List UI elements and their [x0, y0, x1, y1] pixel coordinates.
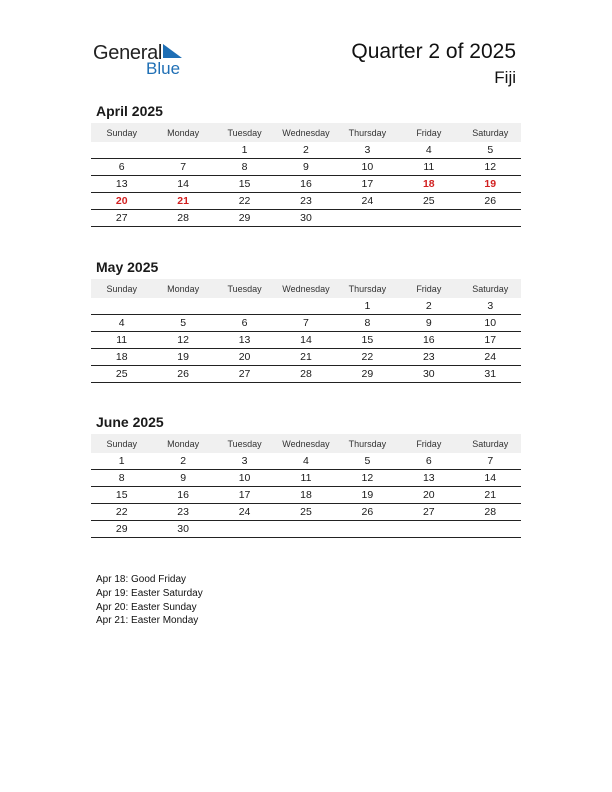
empty-day-cell — [214, 298, 275, 315]
empty-day-cell — [460, 210, 521, 227]
day-cell: 10 — [214, 470, 275, 487]
day-cell: 21 — [275, 349, 336, 366]
day-cell: 31 — [460, 366, 521, 383]
day-cell: 18 — [275, 487, 336, 504]
day-cell: 11 — [91, 332, 152, 349]
day-cell: 15 — [214, 176, 275, 193]
weekday-header-row — [91, 279, 521, 298]
day-cell: 13 — [214, 332, 275, 349]
day-cell: 8 — [214, 159, 275, 176]
month-title: May 2025 — [96, 259, 159, 275]
week-row — [91, 521, 521, 538]
empty-day-cell — [398, 521, 459, 538]
week-row — [91, 210, 521, 227]
day-cell: 23 — [398, 349, 459, 366]
day-cell: 17 — [337, 176, 398, 193]
day-cell: 17 — [460, 332, 521, 349]
day-cell: 6 — [91, 159, 152, 176]
day-cell: 30 — [398, 366, 459, 383]
weekday-header: Sunday — [91, 434, 152, 453]
day-cell: 26 — [337, 504, 398, 521]
day-cell: 18 — [398, 176, 459, 193]
day-cell: 28 — [152, 210, 213, 227]
week-row — [91, 470, 521, 487]
month-block-june — [91, 414, 521, 538]
month-calendar-table — [91, 279, 521, 383]
day-cell: 8 — [91, 470, 152, 487]
day-cell: 7 — [152, 159, 213, 176]
weekday-header: Monday — [152, 279, 213, 298]
month-calendar-table — [91, 434, 521, 538]
weekday-header: Saturday — [460, 279, 521, 298]
day-cell: 23 — [152, 504, 213, 521]
day-cell: 29 — [91, 521, 152, 538]
day-cell: 1 — [214, 142, 275, 159]
day-cell: 7 — [275, 315, 336, 332]
day-cell: 4 — [398, 142, 459, 159]
day-cell: 13 — [91, 176, 152, 193]
day-cell: 30 — [275, 210, 336, 227]
day-cell: 2 — [152, 453, 213, 470]
empty-day-cell — [337, 521, 398, 538]
day-cell: 24 — [214, 504, 275, 521]
weekday-header: Tuesday — [214, 434, 275, 453]
day-cell: 19 — [152, 349, 213, 366]
week-row — [91, 349, 521, 366]
day-cell: 2 — [398, 298, 459, 315]
logo-text-general: General — [93, 42, 163, 64]
logo-text-blue: Blue — [146, 59, 181, 78]
day-cell: 29 — [337, 366, 398, 383]
week-row — [91, 453, 521, 470]
month-calendar-table — [91, 123, 521, 227]
day-cell: 20 — [214, 349, 275, 366]
day-cell: 12 — [337, 470, 398, 487]
weekday-header: Monday — [152, 434, 213, 453]
holiday-note: Apr 19: Easter Saturday — [96, 587, 203, 599]
week-row — [91, 142, 521, 159]
day-cell: 2 — [275, 142, 336, 159]
weekday-header: Thursday — [337, 123, 398, 142]
empty-day-cell — [275, 298, 336, 315]
day-cell: 18 — [91, 349, 152, 366]
weekday-header: Thursday — [337, 434, 398, 453]
weekday-header: Friday — [398, 123, 459, 142]
weekday-header: Friday — [398, 279, 459, 298]
empty-day-cell — [91, 298, 152, 315]
day-cell: 21 — [460, 487, 521, 504]
week-row — [91, 159, 521, 176]
weekday-header: Sunday — [91, 123, 152, 142]
day-cell: 20 — [398, 487, 459, 504]
page-title: Quarter 2 of 2025 — [351, 40, 516, 63]
holiday-note: Apr 21: Easter Monday — [96, 615, 199, 627]
day-cell: 17 — [214, 487, 275, 504]
day-cell: 4 — [91, 315, 152, 332]
logo-flag-icon — [163, 44, 183, 60]
day-cell: 22 — [214, 193, 275, 210]
weekday-header: Saturday — [460, 123, 521, 142]
empty-day-cell — [337, 210, 398, 227]
day-cell: 11 — [275, 470, 336, 487]
day-cell: 16 — [152, 487, 213, 504]
week-row — [91, 366, 521, 383]
day-cell: 3 — [337, 142, 398, 159]
day-cell: 14 — [275, 332, 336, 349]
day-cell: 24 — [337, 193, 398, 210]
week-row — [91, 332, 521, 349]
day-cell: 20 — [91, 193, 152, 210]
week-row — [91, 193, 521, 210]
day-cell: 10 — [460, 315, 521, 332]
month-title: June 2025 — [96, 414, 164, 430]
day-cell: 14 — [152, 176, 213, 193]
day-cell: 6 — [214, 315, 275, 332]
month-block-may — [91, 259, 521, 383]
day-cell: 19 — [337, 487, 398, 504]
day-cell: 22 — [337, 349, 398, 366]
day-cell: 4 — [275, 453, 336, 470]
day-cell: 27 — [214, 366, 275, 383]
weekday-header: Thursday — [337, 279, 398, 298]
holiday-note: Apr 20: Easter Sunday — [96, 601, 197, 613]
day-cell: 28 — [460, 504, 521, 521]
day-cell: 25 — [91, 366, 152, 383]
day-cell: 5 — [152, 315, 213, 332]
day-cell: 16 — [275, 176, 336, 193]
country-name: Fiji — [494, 68, 516, 87]
holiday-notes — [96, 573, 203, 628]
weekday-header: Tuesday — [214, 123, 275, 142]
day-cell: 3 — [460, 298, 521, 315]
day-cell: 5 — [337, 453, 398, 470]
day-cell: 1 — [337, 298, 398, 315]
month-title: April 2025 — [96, 103, 163, 119]
empty-day-cell — [214, 521, 275, 538]
day-cell: 9 — [398, 315, 459, 332]
holiday-note: Apr 18: Good Friday — [96, 574, 187, 585]
day-cell: 8 — [337, 315, 398, 332]
empty-day-cell — [152, 142, 213, 159]
day-cell: 15 — [337, 332, 398, 349]
empty-day-cell — [275, 521, 336, 538]
day-cell: 25 — [398, 193, 459, 210]
day-cell: 28 — [275, 366, 336, 383]
day-cell: 27 — [91, 210, 152, 227]
day-cell: 12 — [460, 159, 521, 176]
day-cell: 24 — [460, 349, 521, 366]
day-cell: 27 — [398, 504, 459, 521]
week-row — [91, 487, 521, 504]
weekday-header-row — [91, 123, 521, 142]
day-cell: 7 — [460, 453, 521, 470]
logo — [93, 42, 193, 78]
week-row — [91, 298, 521, 315]
empty-day-cell — [91, 142, 152, 159]
day-cell: 1 — [91, 453, 152, 470]
weekday-header: Friday — [398, 434, 459, 453]
day-cell: 29 — [214, 210, 275, 227]
week-row — [91, 504, 521, 521]
weekday-header-row — [91, 434, 521, 453]
day-cell: 14 — [460, 470, 521, 487]
day-cell: 26 — [460, 193, 521, 210]
empty-day-cell — [398, 210, 459, 227]
day-cell: 13 — [398, 470, 459, 487]
weekday-header: Sunday — [91, 279, 152, 298]
day-cell: 25 — [275, 504, 336, 521]
day-cell: 10 — [337, 159, 398, 176]
day-cell: 15 — [91, 487, 152, 504]
day-cell: 5 — [460, 142, 521, 159]
day-cell: 23 — [275, 193, 336, 210]
day-cell: 11 — [398, 159, 459, 176]
weekday-header: Wednesday — [275, 434, 336, 453]
week-row — [91, 315, 521, 332]
empty-day-cell — [460, 521, 521, 538]
week-row — [91, 176, 521, 193]
weekday-header: Saturday — [460, 434, 521, 453]
weekday-header: Tuesday — [214, 279, 275, 298]
weekday-header: Wednesday — [275, 279, 336, 298]
day-cell: 12 — [152, 332, 213, 349]
weekday-header: Wednesday — [275, 123, 336, 142]
empty-day-cell — [152, 298, 213, 315]
day-cell: 9 — [152, 470, 213, 487]
day-cell: 22 — [91, 504, 152, 521]
day-cell: 9 — [275, 159, 336, 176]
day-cell: 16 — [398, 332, 459, 349]
month-block-april — [91, 103, 521, 227]
day-cell: 19 — [460, 176, 521, 193]
day-cell: 3 — [214, 453, 275, 470]
day-cell: 21 — [152, 193, 213, 210]
day-cell: 6 — [398, 453, 459, 470]
weekday-header: Monday — [152, 123, 213, 142]
day-cell: 26 — [152, 366, 213, 383]
day-cell: 30 — [152, 521, 213, 538]
